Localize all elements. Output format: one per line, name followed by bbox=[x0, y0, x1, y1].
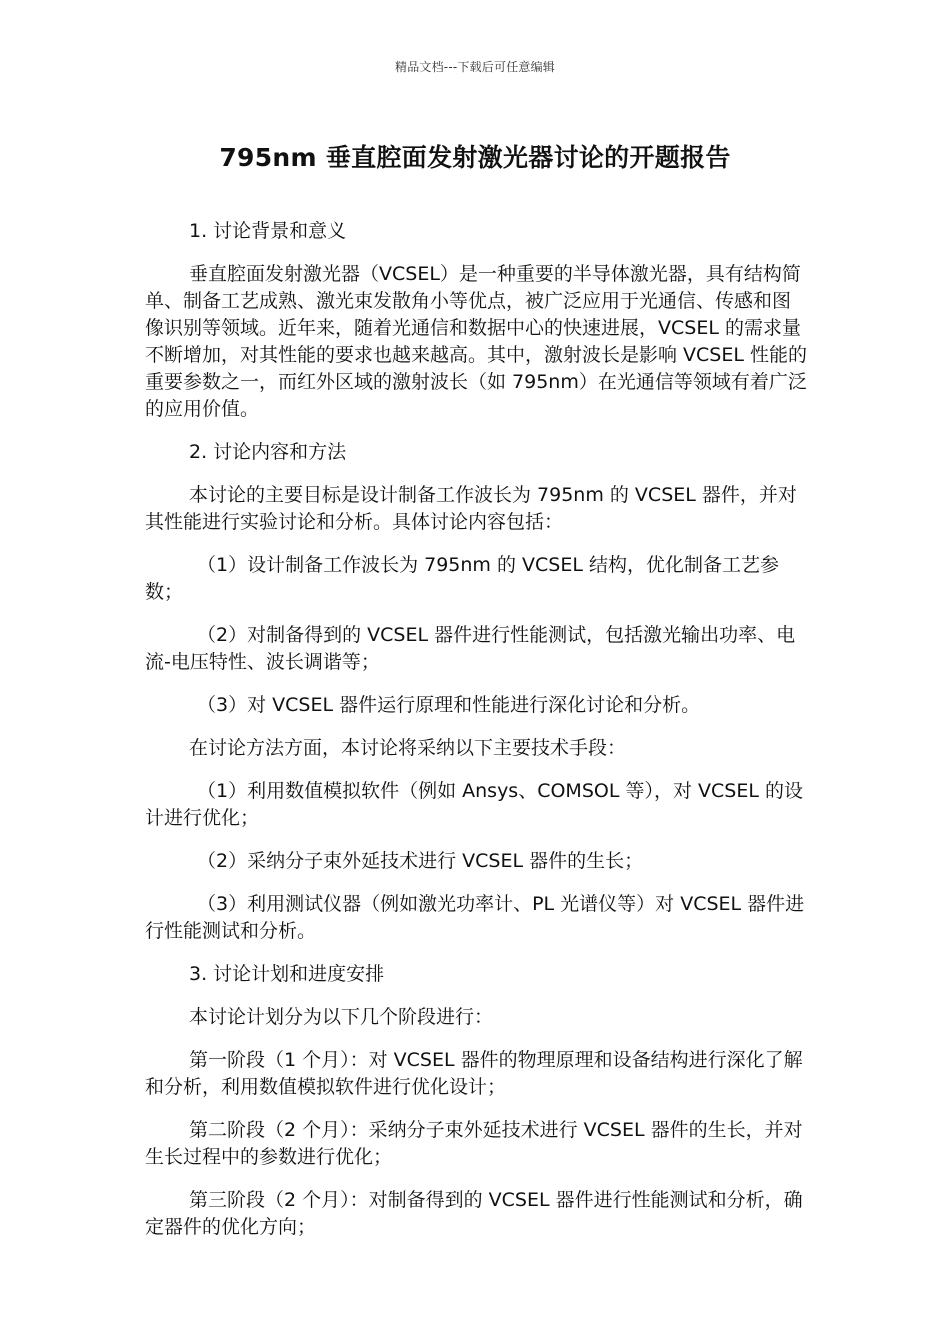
list-item-method-1: （1）利用数值模拟软件（例如 Ansys、COMSOL 等），对 VCSEL 的设计进行优化； bbox=[145, 780, 803, 829]
section-heading-content-methods: 2. 讨论内容和方法 bbox=[189, 441, 347, 463]
paragraph-research-goal: 本讨论的主要目标是设计制备工作波长为 795nm 的 VCSEL 器件，并对其性能进行实验讨论和分析。具体讨论内容包括： bbox=[145, 484, 797, 533]
plan-stage-2: 第二阶段（2 个月）：采纳分子束外延技术进行 VCSEL 器件的生长，并对生长过程中的参数进行优化； bbox=[145, 1119, 803, 1168]
list-item-content-2: （2）对制备得到的 VCSEL 器件进行性能测试，包括激光输出功率、电流-电压特性、波长调谐等； bbox=[145, 624, 796, 673]
document-title: 795nm 垂直腔面发射激光器讨论的开题报告 bbox=[219, 143, 731, 172]
paragraph-background-text: 垂直腔面发射激光器（VCSEL）是一种重要的半导体激光器，具有结构简单、制备工艺成熟、激光束发散角小等优点，被广泛应用于光通信、传感和图像识别等领域。近年来，随着光通信和数据中心的快速进展，VCSEL 的需求量不断增加，对其性能的要求也越来越高。其中，激射波长是影响 VCSEL 性能的重要参数之一，而红外区域的激射波长（如 795nm）在光通信等领域有着广泛的应用价值。 bbox=[145, 263, 807, 420]
list-item-method-2: （2）采纳分子束外延技术进行 VCSEL 器件的生长； bbox=[197, 850, 644, 872]
plan-stage-1: 第一阶段（1 个月）：对 VCSEL 器件的物理原理和设备结构进行深化了解和分析，利用数值模拟软件进行优化设计； bbox=[145, 1049, 803, 1098]
list-item-content-3: （3）对 VCSEL 器件运行原理和性能进行深化讨论和分析。 bbox=[197, 694, 701, 716]
document-body bbox=[145, 218, 809, 1257]
plan-stage-3: 第三阶段（2 个月）：对制备得到的 VCSEL 器件进行性能测试和分析，确定器件的优化方向； bbox=[145, 1189, 803, 1238]
paragraph-methods-intro: 在讨论方法方面，本讨论将采纳以下主要技术手段： bbox=[189, 737, 627, 759]
list-item-content-1: （1）设计制备工作波长为 795nm 的 VCSEL 结构，优化制备工艺参数； bbox=[145, 554, 779, 603]
section-heading-background: 1. 讨论背景和意义 bbox=[189, 220, 347, 242]
section-heading-plan: 3. 讨论计划和进度安排 bbox=[189, 963, 385, 985]
paragraph-plan-intro: 本讨论计划分为以下几个阶段进行： bbox=[189, 1006, 494, 1028]
page-header: 精品文档---下载后可任意编辑 bbox=[395, 60, 555, 74]
list-item-method-3: （3）利用测试仪器（例如激光功率计、PL 光谱仪等）对 VCSEL 器件进行性能测试和分析。 bbox=[145, 893, 805, 942]
